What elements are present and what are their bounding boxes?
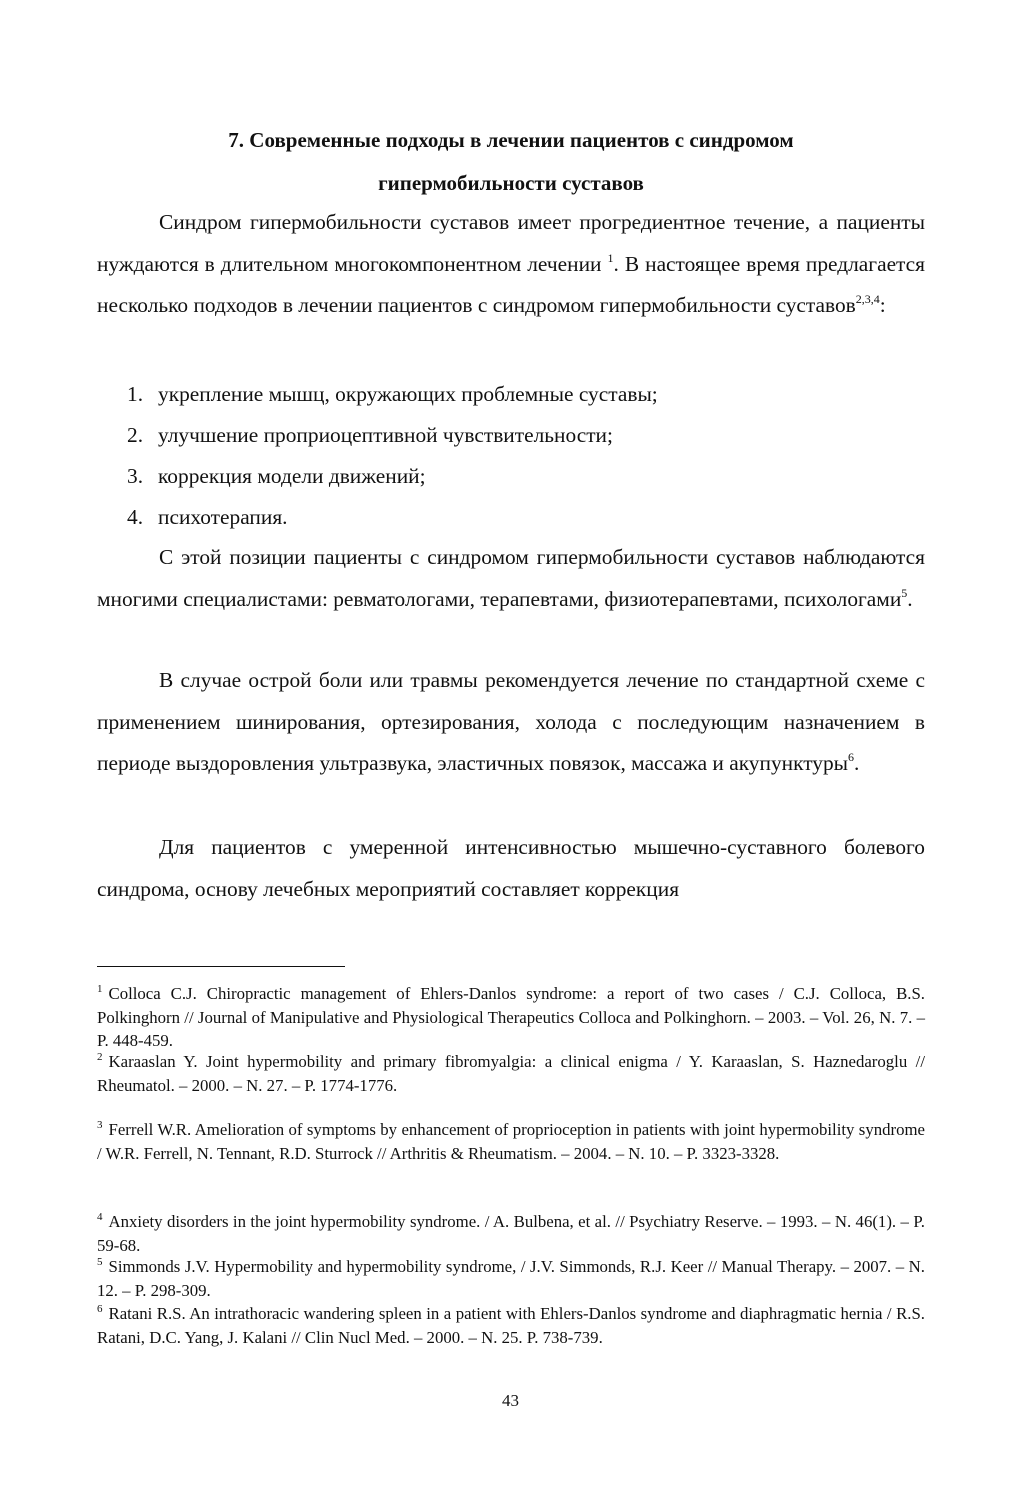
footnote-1 (97, 982, 925, 1053)
list-item (97, 415, 925, 456)
footnote-4 (97, 1210, 925, 1257)
paragraph-text: . (854, 751, 860, 775)
footnote-number: 4 (97, 1211, 103, 1223)
paragraph-4 (97, 827, 925, 910)
paragraph-1 (97, 202, 925, 327)
paragraph-2 (97, 537, 925, 620)
list-item-text: улучшение проприоцептивной чувствительности; (158, 423, 613, 447)
section-heading-line-1: 7. Современные подходы в лечении пациентов с синдромом (228, 128, 794, 152)
footnote-text: Ferrell W.R. Amelioration of symptoms by enhancement of proprioception in patients with joint hypermobility syndrome / W.R. Ferrell, N. Tennant, R.D. Sturrock // Arthritis & Rheumatism. – 2004. – N. 10. – P. 3323-3328. (97, 1120, 925, 1163)
list-item (97, 497, 925, 538)
footnote-5 (97, 1255, 925, 1302)
footnote-number: 2 (97, 1051, 103, 1063)
paragraph-text: В случае острой боли или травмы рекомендуется лечение по стандартной схеме с применением шинирования, ортезирования, холода с последующим назначением в периоде выздоровления ультразвука, эластичных повязок, массажа и акупунктуры (97, 668, 925, 775)
footnote-text: Ratani R.S. An intrathoracic wandering spleen in a patient with Ehlers-Danlos syndrome and diaphragmatic hernia / R.S. Ratani, D.C. Yang, J. Kalani // Clin Nucl Med. – 2000. – N. 25. P. 738-739. (97, 1304, 925, 1347)
footnote-number: 1 (97, 983, 103, 995)
footnote-number: 5 (97, 1256, 103, 1268)
footnote-2 (97, 1050, 925, 1097)
list-item-number: 2. (127, 423, 144, 447)
footnote-separator (97, 966, 345, 967)
paragraph-text: . В настоящее время предлагается несколько подходов в лечении пациентов с синдромом гипермобильности суставов (97, 251, 925, 317)
footnote-text: Simmonds J.V. Hypermobility and hypermobility syndrome, / J.V. Simmonds, R.J. Keer // Manual Therapy. – 2007. – N. 12. – P. 298-309. (97, 1257, 925, 1300)
list-item-text: укрепление мышц, окружающих проблемные суставы; (158, 382, 658, 406)
footnote-3 (97, 1118, 925, 1165)
paragraph-text: . (907, 586, 913, 611)
footnote-number: 3 (97, 1119, 103, 1131)
paragraph-text: С этой позиции пациенты с синдромом гипермобильности суставов наблюдаются многими специалистами: ревматологами, терапевтами, физиотерапевтами, психологами (97, 545, 925, 611)
footnote-number: 6 (97, 1303, 103, 1315)
footnote-text: Karaaslan Y. Joint hypermobility and primary fibromyalgia: a clinical enigma / Y. Karaaslan, S. Haznedaroglu // Rheumatol. – 2000. – N. 27. – P. 1774-1776. (97, 1052, 925, 1095)
footnote-ref-2-3-4: 2,3,4 (855, 292, 880, 306)
list-item (97, 374, 925, 415)
list-item-number: 4. (127, 505, 144, 529)
list-item-number: 1. (127, 382, 144, 406)
list-item-text: психотерапия. (158, 505, 288, 529)
page-number: 43 (502, 1391, 519, 1410)
footnote-text: Anxiety disorders in the joint hypermobility syndrome. / A. Bulbena, et al. // Psychiatry Reserve. – 1993. – N. 46(1). – P. 59-68. (97, 1212, 925, 1255)
list-item (97, 456, 925, 497)
section-heading-line-2: гипермобильности суставов (378, 171, 644, 195)
paragraph-3 (97, 660, 925, 785)
paragraph-text: : (879, 293, 886, 317)
paragraph-text: Для пациентов с умеренной интенсивностью мышечно-суставного болевого синдрома, основу лечебных мероприятий составляет коррекция (97, 835, 925, 901)
list-item-text: коррекция модели движений; (158, 464, 426, 488)
footnote-6 (97, 1302, 925, 1349)
footnote-text: Colloca C.J. Chiropractic management of Ehlers-Danlos syndrome: a report of two cases / C.J. Colloca, B.S. Polkinghorn // Journal of Manipulative and Physiological Therapeutics Colloca and Polkinghorn. – 2003. – Vol. 26, N. 7. – P. 448-459. (97, 984, 925, 1050)
paragraph-text: Синдром гипермобильности суставов имеет прогредиентное течение, а пациенты нуждаются в длительном многокомпонентном лечении (97, 210, 925, 276)
footnote-ref-5: 5 (901, 585, 908, 600)
list-item-number: 3. (127, 464, 144, 488)
footnote-ref-6: 6 (848, 750, 855, 764)
footnote-ref-1: 1 (607, 250, 614, 265)
